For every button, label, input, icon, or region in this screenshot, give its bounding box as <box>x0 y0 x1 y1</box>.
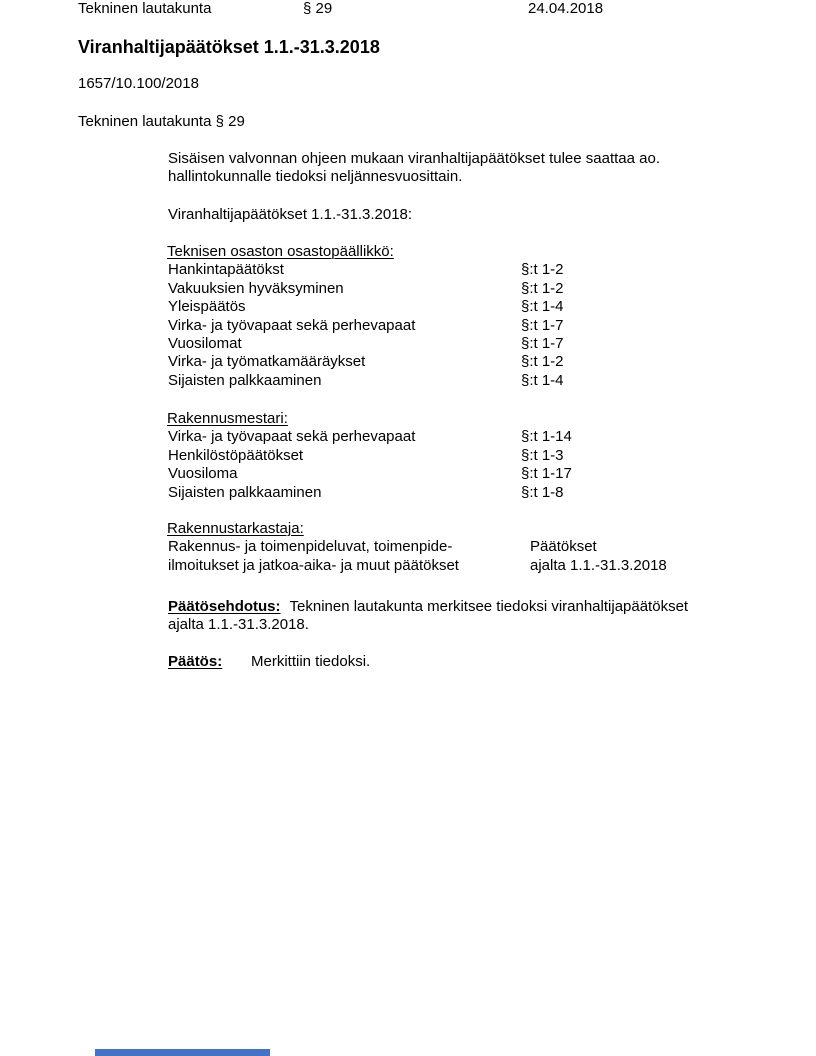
row-value: §:t 1-2 <box>521 279 564 297</box>
row-value: §:t 1-3 <box>521 446 564 464</box>
row-value: §:t 1-17 <box>521 465 572 483</box>
section-rakennusmestari <box>0 410 816 502</box>
decision-text: Merkittiin tiedoksi. <box>251 653 371 670</box>
list-row <box>0 280 816 298</box>
row-value: §:t 1-4 <box>521 298 564 316</box>
decision-label: Päätös: <box>168 653 223 670</box>
reference-line: Tekninen lautakunta § 29 <box>78 113 245 130</box>
list-row <box>0 317 816 335</box>
list-row <box>0 335 816 353</box>
row-label: Vuosiloma <box>168 465 238 483</box>
row-label: Rakennus- ja toimenpideluvat, toimenpide- <box>168 538 453 556</box>
row-value: §:t 1-2 <box>521 353 564 371</box>
list-row <box>0 447 816 465</box>
intro-line-2: hallintokunnalle tiedoksi neljännesvuosittain. <box>168 168 463 186</box>
proposal-text-line2: ajalta 1.1.-31.3.2018. <box>168 616 309 634</box>
committee-name: Tekninen lautakunta <box>78 0 212 17</box>
row-value: §:t 1-2 <box>521 261 564 279</box>
row-label: Henkilöstöpäätökset <box>168 446 304 464</box>
section-heading: Teknisen osaston osastopäällikkö: <box>167 243 394 260</box>
section-number: § 29 <box>303 0 333 17</box>
section-rakennustarkastaja <box>0 520 816 575</box>
row-value: §:t 1-7 <box>521 316 564 334</box>
row-label: Vakuuksien hyväksyminen <box>168 279 344 297</box>
document-title: Viranhaltijapäätökset 1.1.-31.3.2018 <box>78 37 380 57</box>
intro-paragraph <box>168 150 768 187</box>
decision-list-heading: Viranhaltijapäätökset 1.1.-31.3.2018: <box>168 206 413 223</box>
row-value: ajalta 1.1.-31.3.2018 <box>530 556 667 574</box>
proposal-label: Päätösehdotus: <box>168 598 281 615</box>
list-row <box>0 557 816 575</box>
row-label: Virka- ja työvapaat sekä perhevapaat <box>168 316 416 334</box>
row-label: Hankintapäätökst <box>168 261 284 279</box>
list-row <box>0 428 816 446</box>
row-label: Sijaisten palkkaaminen <box>168 483 322 501</box>
row-value: Päätökset <box>530 538 597 556</box>
section-heading: Rakennustarkastaja: <box>167 520 304 537</box>
document-date: 24.04.2018 <box>528 0 604 17</box>
row-value: §:t 1-8 <box>521 483 564 501</box>
list-row <box>0 353 816 371</box>
footer-blue-bar <box>95 1049 270 1056</box>
section-osastopaallikko <box>0 243 816 390</box>
list-row <box>0 538 816 556</box>
list-row <box>0 261 816 279</box>
diary-number: 1657/10.100/2018 <box>78 75 199 92</box>
section-heading: Rakennusmestari: <box>167 410 288 427</box>
row-label: Yleispäätös <box>168 298 246 316</box>
row-value: §:t 1-7 <box>521 335 564 353</box>
row-label: Virka- ja työvapaat sekä perhevapaat <box>168 428 416 446</box>
row-label: Vuosilomat <box>168 335 242 353</box>
list-row <box>0 484 816 502</box>
row-label: Sijaisten palkkaaminen <box>168 371 322 389</box>
list-row <box>0 465 816 483</box>
list-row <box>0 372 816 390</box>
intro-line-1: Sisäisen valvonnan ohjeen mukaan viranhaltijapäätökset tulee saattaa ao. <box>168 150 660 167</box>
list-row <box>0 298 816 316</box>
proposal-block <box>168 598 778 635</box>
row-label: Virka- ja työmatkamääräykset <box>168 353 366 371</box>
row-value: §:t 1-4 <box>521 371 564 389</box>
proposal-text: Tekninen lautakunta merkitsee tiedoksi viranhaltijapäätökset <box>289 598 689 615</box>
row-label: ilmoitukset ja jatkoa-aika- ja muut päätökset <box>168 556 459 574</box>
row-value: §:t 1-14 <box>521 428 572 446</box>
